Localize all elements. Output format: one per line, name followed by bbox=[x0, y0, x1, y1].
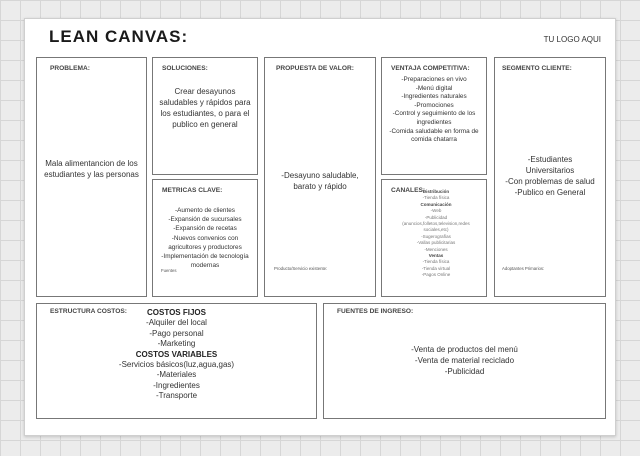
propuesta-heading: PROPUESTA DE VALOR: bbox=[276, 65, 354, 72]
ingresos-item: -Venta de productos del menú bbox=[411, 345, 518, 354]
soluciones-box bbox=[152, 57, 258, 175]
canales-heading: CANALES: bbox=[391, 187, 426, 194]
costos-item: -Ingredientes bbox=[153, 380, 200, 390]
canales-list bbox=[390, 189, 482, 279]
canales-item: -Tienda virtual bbox=[421, 265, 451, 271]
ventaja-item: -Ingredientes naturales bbox=[401, 93, 467, 101]
metricas-list bbox=[157, 206, 253, 270]
ingresos-item: -Venta de material reciclado bbox=[414, 356, 515, 365]
logo-placeholder: TU LOGO AQUI bbox=[543, 35, 601, 44]
segmento-text bbox=[499, 154, 601, 198]
propuesta-text: -Desayuno saludable, barato y rápido bbox=[281, 171, 359, 191]
ingresos-list bbox=[324, 344, 605, 377]
segmento-line: -Con problemas de salud bbox=[505, 177, 595, 186]
lean-canvas-sheet bbox=[24, 18, 616, 436]
canales-item: -Publicidad bbox=[424, 214, 448, 220]
propuesta-footnote: Producto/Servicio existente: bbox=[274, 266, 328, 271]
problema-text: Mala alimentancion de los estudiantes y las personas bbox=[44, 159, 139, 179]
costos-item: -Transporte bbox=[155, 391, 198, 401]
page-title: LEAN CANVAS: bbox=[49, 27, 189, 46]
canales-item: -Sugerografías bbox=[421, 233, 451, 239]
ventaja-heading: VENTAJA COMPETITIVA: bbox=[391, 65, 470, 72]
propuesta-box bbox=[264, 57, 376, 297]
canales-item: -Pagos Online bbox=[421, 272, 451, 278]
costos-item: -Pago personal bbox=[149, 328, 204, 338]
costos-variables-title: COSTOS VARIABLES bbox=[135, 349, 218, 359]
problema-box bbox=[36, 57, 147, 297]
segmento-heading: SEGMENTO CLIENTE: bbox=[502, 65, 572, 72]
soluciones-heading: SOLUCIONES: bbox=[162, 65, 208, 72]
canales-item: -Tienda física bbox=[422, 259, 450, 265]
metricas-item: -Expansión de sucursales bbox=[168, 216, 242, 224]
canales-item: -Vallas publicitarias bbox=[416, 240, 456, 246]
costos-item: -Materiales bbox=[156, 370, 197, 380]
segmento-line: -Publico en General bbox=[514, 188, 586, 197]
ingresos-heading: FUENTES DE INGRESO: bbox=[337, 308, 414, 315]
ventaja-item: -Control y seguimiento de los ingredientes bbox=[392, 110, 476, 126]
metricas-item: -Aumento de clientes bbox=[174, 207, 236, 214]
metricas-overlap-label: Fuentes bbox=[161, 268, 177, 273]
canales-item: Comunicación bbox=[420, 201, 452, 207]
metricas-box bbox=[152, 179, 258, 297]
costos-box bbox=[36, 303, 317, 419]
problema-heading: PROBLEMA: bbox=[50, 65, 90, 72]
segmento-footnote: Adoptantes Primarios: bbox=[502, 266, 545, 271]
canales-item: -Tienda física bbox=[422, 195, 450, 201]
ingresos-box bbox=[323, 303, 606, 419]
canales-item: (anuncios,folletos,television,redes bbox=[402, 221, 470, 227]
metricas-item: -Implementación de tecnología modernas bbox=[161, 253, 249, 270]
ventaja-item: -Menú digital bbox=[415, 84, 453, 92]
costos-fijos-title: COSTOS FIJOS bbox=[147, 308, 206, 317]
costos-item: -Marketing bbox=[157, 339, 196, 349]
ventaja-item: -Promociones bbox=[414, 101, 454, 109]
soluciones-text: Crear desayunos saludables y rápidos para los estudiantes, o para el publico en general bbox=[159, 87, 251, 129]
canales-item: sociales,etc) bbox=[423, 227, 449, 233]
costos-content bbox=[37, 308, 316, 402]
canales-item: Distribución bbox=[422, 189, 450, 194]
costos-item: -Servicios básicos(luz,agua,gas) bbox=[118, 360, 235, 370]
ventaja-item: -Preparaciones en vivo bbox=[401, 76, 467, 83]
costos-item: -Alquiler del local bbox=[146, 318, 207, 328]
metricas-item: -Nuevos convenios con agricultores y productores bbox=[168, 234, 242, 251]
ingresos-item: -Publicidad bbox=[444, 367, 485, 376]
metricas-item: -Expansión de recetas bbox=[173, 225, 237, 233]
ventaja-item: -Comida saludable en forma de comida chatarra bbox=[389, 127, 479, 144]
canales-item: Ventas bbox=[428, 253, 444, 259]
canales-item: -Menciones bbox=[424, 246, 448, 252]
segmento-box bbox=[494, 57, 606, 297]
canales-box bbox=[381, 179, 487, 297]
ventaja-box bbox=[381, 57, 487, 175]
ventaja-list bbox=[386, 76, 482, 145]
segmento-line: -Estudiantes Universitarios bbox=[525, 155, 575, 175]
costos-heading: ESTRUCTURA COSTOS: bbox=[50, 308, 127, 315]
canales-item: -Web bbox=[430, 208, 442, 214]
metricas-heading: METRICAS CLAVE: bbox=[162, 187, 223, 194]
